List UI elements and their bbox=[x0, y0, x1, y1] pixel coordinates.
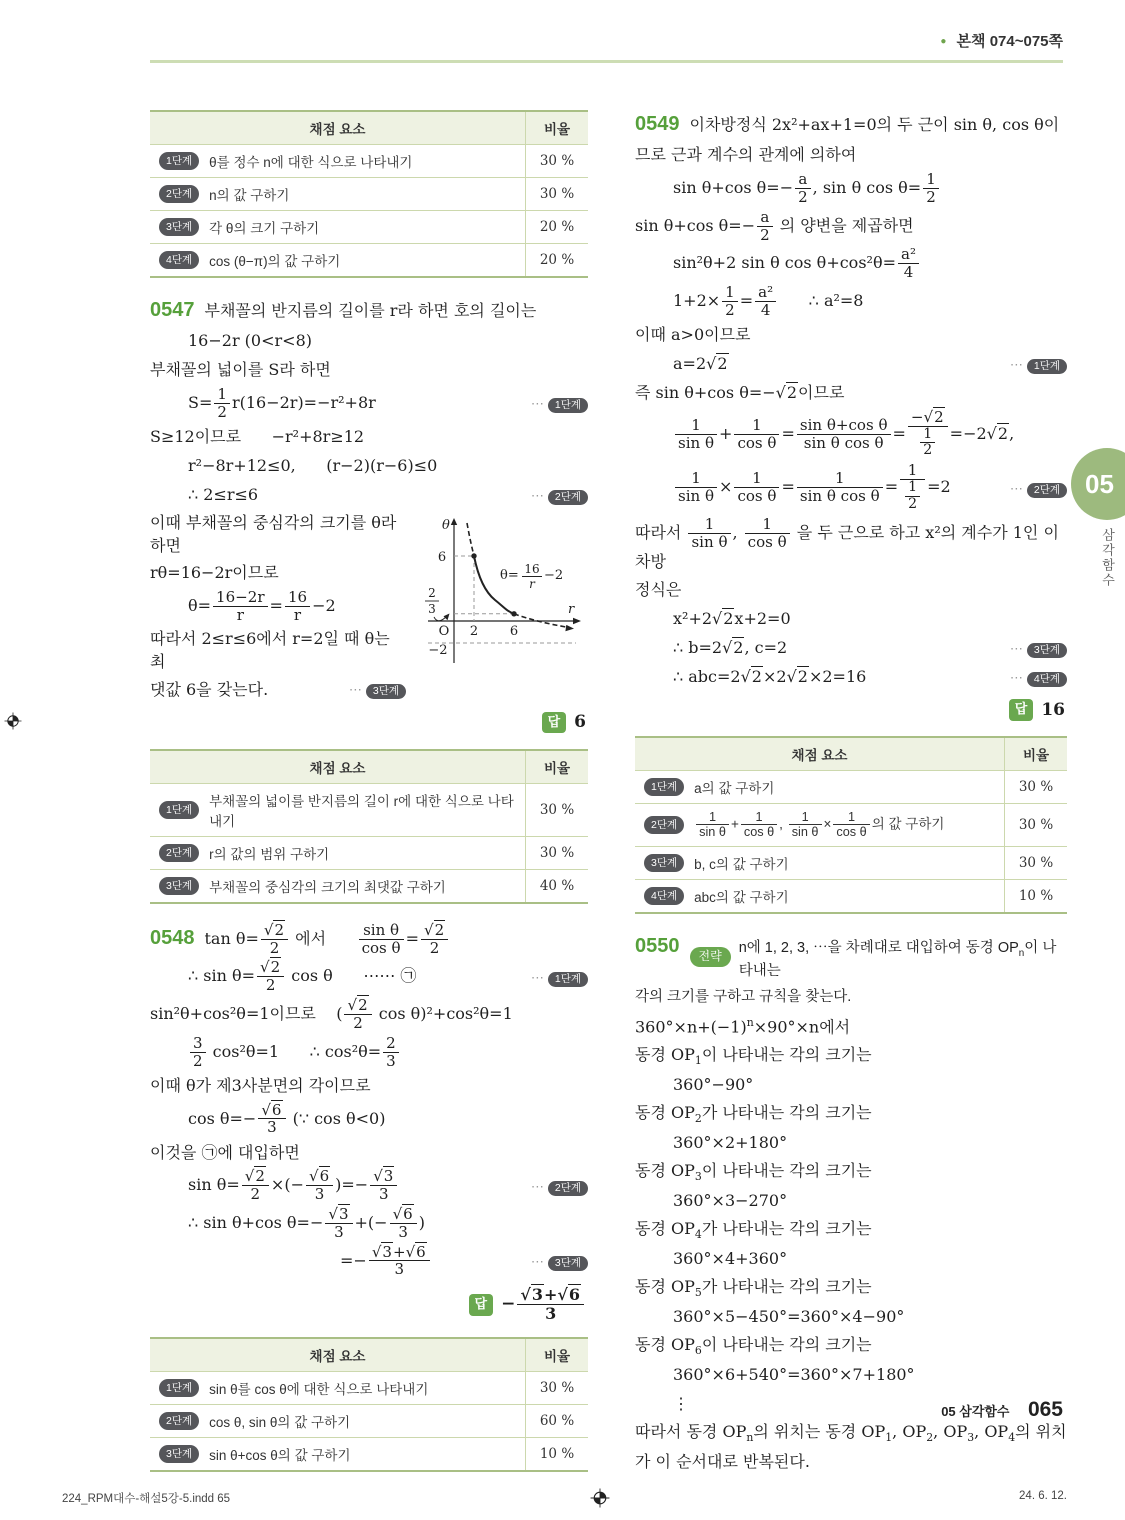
solution-text: 이때 부채꼴의 중심각의 크기를 θ라 하면 bbox=[150, 512, 397, 555]
solution-line bbox=[635, 1420, 1067, 1446]
registration-mark bbox=[4, 712, 22, 730]
solution-text: 동경 $OP_5$가 나타내는 각의 크기는 bbox=[635, 1276, 872, 1300]
svg-text:3: 3 bbox=[428, 601, 436, 616]
chapter-tab-label: 삼각함수 bbox=[1100, 528, 1115, 588]
svg-text:−2: −2 bbox=[428, 642, 448, 658]
inner-footer bbox=[941, 1398, 1063, 1422]
step-badge: 1단계 bbox=[548, 398, 588, 413]
score-text: $\frac{1}{\text{sin θ}}$ + $\frac{1}{\text{cos θ}}$ , $\frac{1}{\text{sin θ}}$ × $\frac{1}{\text{cos θ}}$ 의 값 구하기 bbox=[694, 810, 944, 839]
solution-text: n에 1, 2, 3, ⋯을 차례대로 대입하여 동경 $OP_n$이 나타내는 bbox=[738, 939, 1057, 979]
answer-value: − $\frac{√3+√6}{3}$ bbox=[501, 1286, 586, 1323]
answer-badge: 답 bbox=[542, 712, 567, 734]
solution-text: 이차방정식 2x²+ax+1=0의 두 근이 sin θ, cos θ이 bbox=[689, 115, 1060, 134]
score-ratio: 30 % bbox=[525, 784, 588, 836]
svg-text:6: 6 bbox=[437, 549, 447, 565]
solution-text: 가 이 순서대로 반복된다. bbox=[635, 1452, 810, 1472]
solution-line bbox=[635, 516, 1067, 574]
answer-value: 6 bbox=[574, 712, 586, 733]
score-header-criteria: 채점 요소 bbox=[309, 760, 366, 776]
strategy-badge: 전략 bbox=[690, 947, 731, 967]
score-row bbox=[150, 1404, 588, 1437]
solution-text: ∴ b=2√2, c=2 bbox=[673, 638, 788, 658]
solution-text: $\frac{3}{2}$ cos²θ=1 ∴ cos²θ= $\frac{2}{3}$ bbox=[150, 1035, 401, 1070]
score-criteria bbox=[635, 771, 1004, 803]
solution-line bbox=[635, 1217, 1067, 1243]
solution-line bbox=[150, 676, 406, 702]
solution-text: 이것을 ㉠에 대입하면 bbox=[150, 1142, 300, 1162]
score-criteria bbox=[635, 804, 1004, 845]
step-ref bbox=[531, 483, 588, 507]
score-row bbox=[150, 1437, 588, 1470]
step-badge: 1단계 bbox=[1027, 359, 1067, 374]
step-badge: 2단계 bbox=[548, 490, 588, 505]
score-criteria bbox=[150, 178, 525, 210]
solution-text: 360°×2+180° bbox=[673, 1133, 788, 1153]
step-badge: 3단계 bbox=[159, 877, 199, 895]
print-footer-filename: 224_RPM대수-해설5강-5.indd 65 bbox=[62, 1493, 231, 1505]
score-row bbox=[635, 803, 1067, 845]
score-criteria bbox=[150, 244, 525, 276]
solution-line bbox=[635, 1362, 1067, 1388]
solution-line bbox=[150, 959, 588, 994]
solution-line bbox=[635, 1043, 1067, 1069]
solution-text: 1+2× $\frac{1}{2}$ = $\frac{\text{a²}}{4}$ ∴ a²=8 bbox=[673, 283, 864, 319]
svg-text:θ: θ bbox=[442, 517, 450, 533]
step-badge: 2단계 bbox=[1027, 483, 1067, 498]
answer-row bbox=[150, 1286, 586, 1323]
footer-chapter: 05 삼각함수 bbox=[941, 1404, 1010, 1419]
solution-line bbox=[635, 351, 1067, 377]
score-criteria bbox=[635, 880, 1004, 912]
solution-text: ∴ sin θ= $\frac{√2}{2}$ cos θ ⋯⋯ ㉠ bbox=[188, 958, 417, 995]
solution-text: 이때 a>0이므로 bbox=[635, 325, 751, 345]
problem-block bbox=[635, 110, 1067, 722]
header-page-range: 074~075쪽 bbox=[989, 33, 1063, 50]
solution-text: sin θ+cos θ=− $\frac{a}{2}$ , sin θ cos θ= $\frac{1}{2}$ bbox=[635, 171, 941, 206]
solution-line bbox=[150, 1206, 588, 1241]
solution-text: $\frac{1}{\text{sin θ}}$ × $\frac{1}{\text{cos θ}}$ = $\frac{1}{\text{sin θ cos θ}}$ = $\frac{1}{\frac{1}{2}}$ =2 bbox=[635, 462, 951, 513]
solution-text: ∴ sin θ+cos θ=− $\frac{√3}{3}$ +(− $\frac{√6}{3}$ ) bbox=[188, 1204, 425, 1241]
score-ratio: 30 % bbox=[1004, 771, 1067, 803]
step-badge: 4단계 bbox=[1027, 672, 1067, 687]
solution-text: 부채꼴의 반지름의 길이를 r라 하면 호의 길이는 bbox=[204, 301, 537, 320]
step-badge: 1단계 bbox=[159, 1379, 199, 1397]
solution-text: θ= $\frac{16-2r}{r}$ = $\frac{16}{r}$ −2 bbox=[188, 588, 336, 624]
score-row bbox=[150, 144, 588, 177]
solution-text: 각의 크기를 구하고 규칙을 찾는다. bbox=[635, 989, 852, 1006]
step-badge: 1단계 bbox=[548, 972, 588, 987]
solution-text: cos θ=− $\frac{√6}{3}$ (∵ cos θ<0) bbox=[188, 1100, 386, 1137]
step-dots-icon: ⋯ bbox=[1009, 357, 1023, 373]
step-dots-icon: ⋯ bbox=[530, 970, 544, 986]
score-text: a의 값 구하기 bbox=[694, 781, 775, 797]
step-badge: 3단계 bbox=[1027, 643, 1067, 658]
curve-equation bbox=[500, 562, 563, 591]
solution-text: 정식은 bbox=[635, 580, 682, 600]
header-book-label: 본책 bbox=[956, 33, 986, 50]
solution-text: 360°×4+360° bbox=[673, 1249, 788, 1269]
solution-line bbox=[150, 453, 588, 479]
solution-line bbox=[635, 1449, 1067, 1475]
step-badge: 1단계 bbox=[159, 801, 199, 819]
solution-line bbox=[635, 985, 1067, 1011]
solution-text: 따라서 동경 $OP_n$의 위치는 동경 $OP_1$, $OP_2$, $OP_3$, $OP_4$의 위치 bbox=[635, 1421, 1067, 1445]
answer-row bbox=[150, 710, 586, 735]
score-header-criteria: 채점 요소 bbox=[309, 122, 366, 137]
score-text: 부채꼴의 중심각의 크기의 최댓값 구하기 bbox=[209, 879, 446, 895]
score-table bbox=[150, 749, 588, 904]
chapter-tab bbox=[1071, 448, 1125, 520]
score-criteria bbox=[150, 211, 525, 243]
score-criteria bbox=[150, 1372, 525, 1404]
page-header bbox=[940, 30, 1063, 51]
score-table-header bbox=[150, 751, 588, 783]
solution-text: S= $\frac{1}{2}$ r(16−2r)=−r²+8r bbox=[188, 385, 376, 421]
solution-line bbox=[635, 462, 1067, 513]
score-criteria bbox=[150, 870, 525, 902]
solution-text: 동경 $OP_1$이 나타내는 각의 크기는 bbox=[635, 1044, 872, 1068]
score-text: 부채꼴의 넓이를 반지름의 길이 r에 대한 식으로 나타내기 bbox=[209, 793, 514, 829]
solution-line bbox=[635, 1188, 1067, 1214]
score-row bbox=[635, 879, 1067, 912]
score-text: 각 θ의 크기 구하기 bbox=[209, 221, 320, 236]
solution-line bbox=[635, 209, 1067, 244]
solution-line bbox=[635, 1159, 1067, 1185]
score-ratio: 30 % bbox=[1004, 847, 1067, 879]
footer-page-number: 065 bbox=[1027, 1398, 1063, 1421]
solution-text: 므로 근과 계수의 관계에 의하여 bbox=[635, 145, 857, 165]
solution-text: x²+2√2x+2=0 bbox=[673, 609, 791, 629]
solution-line bbox=[635, 284, 1067, 319]
header-dot-icon: ● bbox=[940, 36, 947, 47]
solution-text: sin θ+cos θ=− $\frac{a}{2}$ 의 양변을 제곱하면 bbox=[635, 207, 914, 244]
graph-figure bbox=[416, 513, 588, 677]
solution-text: 이때 θ가 제3사분면의 각이므로 bbox=[150, 1075, 371, 1095]
solution-text: sin²θ+2 sin θ cos θ+cos²θ= $\frac{\text{a²}}{4}$ bbox=[635, 246, 921, 281]
step-ref bbox=[1010, 665, 1067, 689]
score-table-header bbox=[150, 1339, 588, 1371]
step-badge: 1단계 bbox=[159, 152, 199, 170]
problem-block bbox=[635, 932, 1067, 1475]
score-text: sin θ를 cos θ에 대한 식으로 나타내기 bbox=[209, 1382, 429, 1398]
problem-number: 0549 bbox=[635, 113, 680, 135]
step-badge: 3단계 bbox=[159, 218, 199, 236]
score-header-ratio: 비율 bbox=[525, 112, 588, 144]
solution-text: 360°×3−270° bbox=[673, 1191, 788, 1211]
step-badge: 3단계 bbox=[644, 854, 684, 872]
step-badge: 2단계 bbox=[159, 185, 199, 203]
solution-line bbox=[635, 142, 1067, 168]
svg-text:2: 2 bbox=[428, 585, 436, 600]
score-row bbox=[150, 836, 588, 869]
solution-line bbox=[635, 635, 1067, 661]
solution-line bbox=[635, 246, 1067, 281]
problem-block bbox=[150, 922, 588, 1323]
solution-line bbox=[635, 1275, 1067, 1301]
solution-text: sin θ= $\frac{√2}{2}$ ×(− $\frac{√6}{3}$ )=− $\frac{√3}{3}$ bbox=[150, 1168, 399, 1203]
solution-line bbox=[635, 1101, 1067, 1127]
score-row bbox=[635, 846, 1067, 879]
solution-text: 360°×6+540°=360°×7+180° bbox=[673, 1365, 915, 1385]
solution-line bbox=[635, 1014, 1067, 1040]
solution-line bbox=[150, 1035, 588, 1070]
solution-line bbox=[635, 664, 1067, 690]
solution-text: 동경 $OP_2$가 나타내는 각의 크기는 bbox=[635, 1102, 872, 1126]
solution-line bbox=[635, 1304, 1067, 1330]
score-ratio: 30 % bbox=[525, 1372, 588, 1404]
solution-text: sin²θ+cos²θ=1이므로 ( $\frac{√2}{2}$ cos θ)²+cos²θ=1 bbox=[150, 996, 513, 1032]
score-row bbox=[150, 177, 588, 210]
left-column bbox=[150, 96, 588, 1490]
solution-line bbox=[635, 1072, 1067, 1098]
answer-badge: 답 bbox=[1009, 699, 1034, 721]
problem-heading bbox=[635, 110, 1067, 139]
score-ratio: 30 % bbox=[1004, 804, 1067, 845]
step-badge: 2단계 bbox=[644, 816, 684, 834]
solution-line bbox=[150, 482, 588, 508]
svg-text:r: r bbox=[529, 576, 535, 591]
step-dots-icon: ⋯ bbox=[348, 683, 362, 699]
step-ref bbox=[1010, 476, 1067, 500]
solution-line bbox=[150, 1168, 588, 1203]
svg-text:O: O bbox=[438, 623, 450, 639]
problem-heading bbox=[150, 296, 588, 325]
solution-text: S≥12이므로 −r²+8r≥12 bbox=[150, 427, 365, 447]
step-badge: 3단계 bbox=[366, 684, 406, 699]
score-ratio: 10 % bbox=[525, 1438, 588, 1470]
solution-text: a=2√2 bbox=[673, 354, 728, 374]
score-criteria bbox=[150, 784, 525, 836]
solution-line bbox=[635, 409, 1067, 460]
solution-line bbox=[635, 322, 1067, 348]
solution-line bbox=[150, 357, 588, 383]
solution-line bbox=[150, 997, 588, 1032]
problem-number: 0547 bbox=[150, 299, 195, 321]
answer-badge: 답 bbox=[469, 1294, 494, 1316]
problem-heading bbox=[635, 932, 1067, 982]
score-row bbox=[150, 210, 588, 243]
score-table bbox=[635, 736, 1067, 913]
score-ratio: 30 % bbox=[525, 837, 588, 869]
solution-text: 360°×5−450°=360°×4−90° bbox=[673, 1307, 905, 1327]
solution-line bbox=[635, 606, 1067, 632]
score-row bbox=[150, 1371, 588, 1404]
problem-number: 0548 bbox=[150, 926, 195, 949]
score-row bbox=[635, 770, 1067, 803]
score-table bbox=[150, 1337, 588, 1472]
score-criteria bbox=[150, 145, 525, 177]
step-ref bbox=[531, 1174, 588, 1198]
solution-line bbox=[150, 589, 406, 624]
score-text: cos θ, sin θ의 값 구하기 bbox=[209, 1415, 351, 1431]
score-criteria bbox=[635, 847, 1004, 879]
right-column bbox=[635, 96, 1067, 1485]
solution-text: 댓값 6을 갖는다. bbox=[150, 679, 269, 699]
score-header-ratio: 비율 bbox=[1004, 738, 1067, 770]
step-ref bbox=[349, 677, 406, 701]
solution-text: tan θ= $\frac{√2}{2}$ 에서 $\frac{\text{sin θ}}{\text{cos θ}}$ = $\frac{√2}{2}$ bbox=[205, 922, 451, 957]
score-header-criteria: 채점 요소 bbox=[309, 1349, 366, 1365]
score-table-header bbox=[635, 738, 1067, 770]
problem-number: 0550 bbox=[635, 934, 680, 957]
chapter-number: 05 bbox=[1085, 468, 1114, 499]
svg-text:2: 2 bbox=[469, 623, 479, 639]
score-ratio: 20 % bbox=[525, 211, 588, 243]
step-dots-icon: ⋯ bbox=[1009, 481, 1023, 497]
score-criteria bbox=[150, 1405, 525, 1437]
step-ref bbox=[1010, 636, 1067, 660]
solution-line bbox=[150, 1102, 588, 1137]
solution-text: rθ=16−2r이므로 bbox=[150, 563, 279, 583]
score-ratio: 30 % bbox=[525, 145, 588, 177]
score-ratio: 20 % bbox=[525, 244, 588, 276]
solution-text: 즉 sin θ+cos θ=−√2이므로 bbox=[635, 383, 845, 403]
score-header-criteria: 채점 요소 bbox=[791, 748, 848, 764]
score-criteria bbox=[150, 837, 525, 869]
step-badge: 2단계 bbox=[159, 1412, 199, 1430]
solution-text: 360°−90° bbox=[673, 1075, 754, 1095]
solution-text: $360^\circ\times n+(-1)^n\times 90^\circ\times n$에서 bbox=[635, 1016, 851, 1037]
score-row bbox=[150, 243, 588, 276]
score-text: sin θ+cos θ의 값 구하기 bbox=[209, 1448, 351, 1464]
registration-mark bbox=[590, 1488, 610, 1508]
step-badge: 2단계 bbox=[548, 1181, 588, 1196]
solution-line bbox=[150, 1073, 588, 1099]
solution-line bbox=[150, 1139, 588, 1165]
score-text: cos (θ−π)의 값 구하기 bbox=[209, 254, 341, 269]
step-dots-icon: ⋯ bbox=[530, 1255, 544, 1270]
step-ref bbox=[1010, 352, 1067, 376]
svg-text:r: r bbox=[568, 601, 575, 617]
problem-heading bbox=[150, 922, 588, 957]
answer-value: 16 bbox=[1041, 699, 1065, 720]
svg-text:16: 16 bbox=[524, 561, 540, 576]
score-ratio: 60 % bbox=[525, 1405, 588, 1437]
step-ref bbox=[531, 1249, 588, 1273]
solution-text: 동경 $OP_4$가 나타내는 각의 크기는 bbox=[635, 1218, 872, 1242]
score-text: b, c의 값 구하기 bbox=[694, 856, 789, 872]
score-header-ratio: 비율 bbox=[525, 1339, 588, 1371]
solution-text: =− $\frac{√3+√6}{3}$ bbox=[150, 1244, 432, 1279]
solution-line bbox=[635, 380, 1067, 406]
step-badge: 1단계 bbox=[644, 778, 684, 796]
score-text: n의 값 구하기 bbox=[209, 188, 290, 203]
svg-text:−2: −2 bbox=[544, 567, 564, 583]
step-badge: 3단계 bbox=[548, 1256, 588, 1271]
solution-line bbox=[635, 1333, 1067, 1359]
solution-text: 부채꼴의 넓이를 S라 하면 bbox=[150, 360, 331, 380]
step-badge: 2단계 bbox=[159, 844, 199, 862]
answer-row bbox=[635, 698, 1065, 723]
step-dots-icon: ⋯ bbox=[530, 397, 544, 413]
score-row bbox=[150, 783, 588, 836]
score-text: abc의 값 구하기 bbox=[694, 889, 789, 905]
svg-text:6: 6 bbox=[509, 623, 519, 639]
solution-text: r²−8r+12≤0, (r−2)(r−6)≤0 bbox=[188, 456, 438, 476]
step-badge: 4단계 bbox=[644, 887, 684, 905]
score-row bbox=[150, 869, 588, 902]
solution-text: 동경 $OP_3$이 나타내는 각의 크기는 bbox=[635, 1160, 872, 1184]
score-table-header bbox=[150, 112, 588, 144]
step-badge: 4단계 bbox=[159, 251, 199, 269]
solution-line bbox=[150, 560, 406, 586]
score-ratio: 30 % bbox=[525, 178, 588, 210]
solution-text: 따라서 $\frac{1}{\text{sin θ}}$ , $\frac{1}{\text{cos θ}}$ 을 두 근으로 하고 x²의 계수가 1인 이차방 bbox=[635, 514, 1059, 572]
theta-r-graph bbox=[416, 513, 588, 671]
step-ref bbox=[531, 391, 588, 415]
score-criteria bbox=[150, 1438, 525, 1470]
score-text: r의 값의 범위 구하기 bbox=[209, 846, 330, 862]
svg-text:θ=: θ= bbox=[500, 567, 519, 583]
score-text: θ를 정수 n에 대한 식으로 나타내기 bbox=[209, 155, 413, 170]
solution-text: 따라서 2≤r≤6에서 r=2일 때 θ는 최 bbox=[150, 628, 390, 671]
score-table bbox=[150, 110, 588, 278]
solution-line bbox=[150, 386, 588, 421]
solution-line bbox=[635, 577, 1067, 603]
problem-block bbox=[150, 296, 588, 735]
step-badge: 3단계 bbox=[159, 1445, 199, 1463]
solution-text: ∴ abc=2√2×2√2×2=16 bbox=[673, 667, 867, 687]
step-dots-icon: ⋯ bbox=[530, 488, 544, 504]
step-ref bbox=[531, 965, 588, 989]
solution-line bbox=[150, 1244, 588, 1279]
print-footer-date: 24. 6. 12. bbox=[1019, 1490, 1067, 1502]
step-dots-icon: ⋯ bbox=[530, 1179, 544, 1195]
solution-text: ∴ 2≤r≤6 bbox=[188, 485, 259, 505]
solution-line bbox=[635, 171, 1067, 206]
score-header-ratio: 비율 bbox=[525, 751, 588, 783]
solution-text: 동경 $OP_6$이 나타내는 각의 크기는 bbox=[635, 1334, 872, 1358]
solution-line bbox=[635, 1246, 1067, 1272]
solution-line bbox=[150, 511, 406, 557]
solution-line bbox=[635, 1130, 1067, 1156]
solution-line bbox=[150, 424, 588, 450]
solution-text: $\frac{1}{\text{sin θ}}$ + $\frac{1}{\text{cos θ}}$ = $\frac{\text{sin θ+cos θ}}{\text{sin θ cos θ}}$ = $\frac{-√2}{\frac{1}{2}}$ =−2√2, bbox=[635, 409, 1014, 460]
score-ratio: 10 % bbox=[1004, 880, 1067, 912]
step-dots-icon: ⋯ bbox=[1009, 641, 1023, 657]
solution-text: 16−2r (0<r<8) bbox=[188, 331, 312, 351]
score-ratio: 40 % bbox=[525, 870, 588, 902]
solution-line bbox=[150, 328, 588, 354]
header-rule bbox=[150, 60, 1063, 63]
solution-line bbox=[150, 627, 406, 673]
solution-text: ⋮ bbox=[673, 1394, 689, 1414]
step-dots-icon: ⋯ bbox=[1009, 670, 1023, 686]
